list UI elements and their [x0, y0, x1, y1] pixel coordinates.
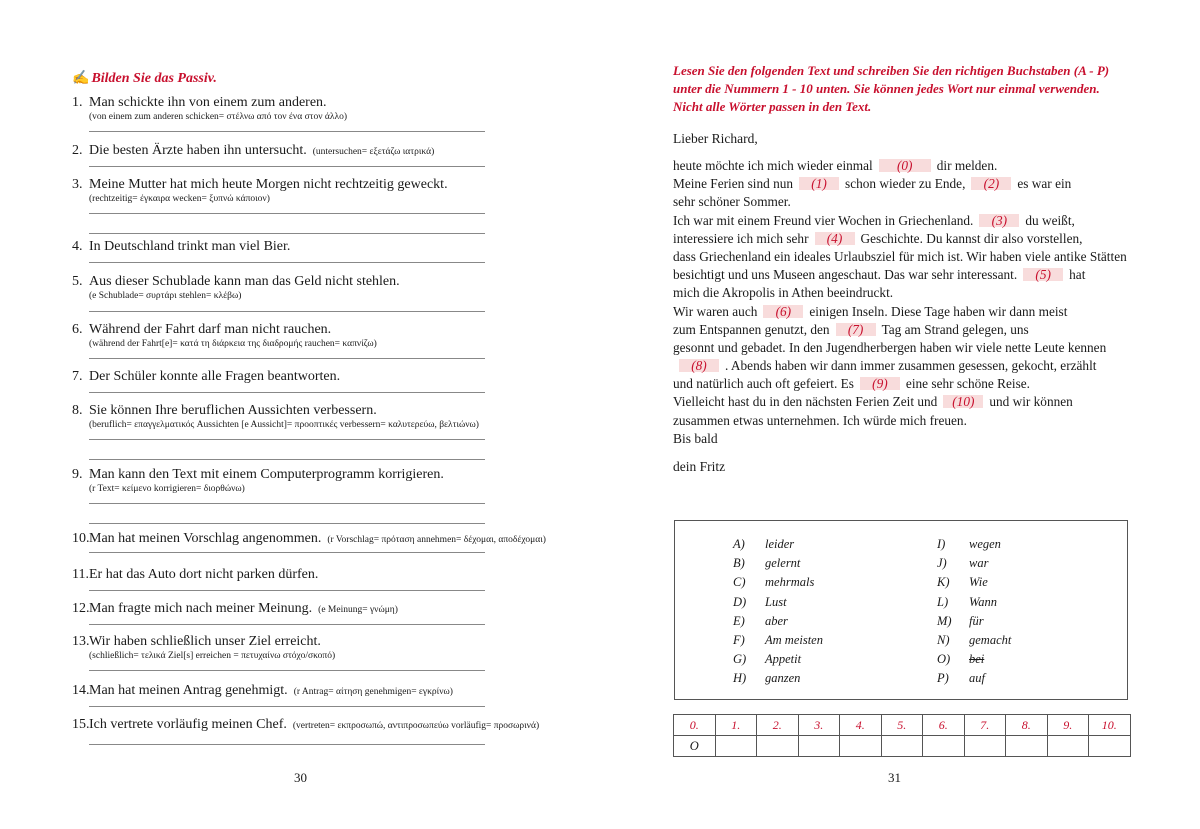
letter-line	[673, 375, 1153, 393]
exercise-number: 9.	[72, 467, 83, 482]
gap-marker: (10)	[943, 395, 983, 408]
word-option-letter: J)	[937, 556, 947, 571]
word-option-word: ganzen	[765, 671, 801, 686]
exercise-sentence	[72, 321, 492, 339]
exercise-item	[72, 566, 492, 584]
exercise-item	[72, 466, 492, 496]
gap-marker: (2)	[971, 177, 1011, 190]
exercise-number: 13.	[72, 634, 90, 649]
word-option-letter: I)	[937, 537, 946, 551]
letter-text: heute möchte ich mich wieder einmal	[673, 158, 873, 173]
word-option-letter: B)	[733, 556, 745, 571]
exercise-text: Der Schüler konnte alle Fragen beantworten.	[89, 369, 341, 384]
answer-grid-header-cell: 2.	[757, 715, 799, 736]
exercise-sentence	[72, 716, 540, 735]
exercise-sentence	[72, 238, 492, 256]
page-number: 31	[888, 770, 901, 785]
letter-text: sehr schöner Sommer.	[673, 194, 791, 210]
answer-line[interactable]	[89, 358, 485, 359]
letter-text: zum Entspannen genutzt, den	[673, 321, 830, 337]
answer-grid-header-cell: 8.	[1006, 715, 1048, 736]
exercise-item	[72, 716, 540, 735]
word-option-word: Wann	[969, 594, 998, 609]
exercise-sentence	[72, 600, 492, 619]
word-option	[733, 671, 823, 690]
answer-line[interactable]	[89, 392, 485, 393]
page-number: 30	[294, 770, 307, 785]
answer-grid-cell[interactable]	[1047, 736, 1089, 757]
letter-text: dass Griechenland ein ideales Urlaubsziel für mich ist. Wir haben viele antike Stätten	[673, 248, 1127, 264]
exercise-item	[72, 176, 492, 206]
exercise-gloss: (rechtzeitig= έγκαιρα wecken= ξυπνώ κάποιον)	[89, 194, 270, 204]
exercise-item	[72, 273, 492, 303]
answer-grid-header-cell: 9.	[1047, 715, 1089, 736]
answer-line[interactable]	[89, 624, 485, 625]
right-page	[600, 0, 1200, 829]
letter-line	[673, 357, 1153, 375]
word-option-letter: D)	[733, 594, 747, 609]
gap-marker: (4)	[815, 232, 855, 245]
word-option	[937, 614, 1011, 633]
letter-line	[673, 393, 1153, 411]
answer-line[interactable]	[89, 213, 485, 214]
word-option	[937, 537, 1011, 556]
exercise-number: 3.	[72, 177, 83, 192]
exercise-sentence	[72, 682, 492, 701]
letter-text: Vielleicht hast du in den nächsten Ferien Zeit und	[673, 394, 938, 410]
instruction-line: Nicht alle Wörter passen in den Text.	[673, 99, 872, 114]
answer-grid-cell: O	[674, 736, 716, 757]
gap-marker: (6)	[763, 305, 803, 318]
exercise-text: Man schickte ihn von einem zum anderen.	[89, 95, 327, 110]
answer-grid-header-cell: 3.	[798, 715, 840, 736]
word-option	[937, 671, 1011, 690]
exercise-sentence	[72, 402, 492, 420]
answer-line[interactable]	[89, 233, 485, 234]
exercise-gloss: (r Antrag= αίτηση genehmigen= εγκρίνω)	[293, 687, 453, 697]
exercise-sentence	[72, 142, 492, 161]
exercise-gloss: (e Meinung= γνώμη)	[318, 605, 398, 615]
exercise-number: 11.	[72, 567, 89, 582]
letter-text: . Abends haben wir dann immer zusammen gesessen, gekocht, erzählt	[725, 358, 1097, 374]
exercise-text: Man kann den Text mit einem Computerprogramm korrigieren.	[89, 467, 444, 482]
word-option-word: wegen	[969, 537, 1001, 551]
word-option-letter: E)	[733, 613, 745, 628]
word-option-word-crossed-out: bei	[969, 652, 985, 667]
instruction-line: Lesen Sie den folgenden Text und schreiben Sie den richtigen Buchstaben (A - P)	[673, 63, 1110, 78]
exercise-item	[72, 321, 492, 351]
exercise-number: 10.	[72, 531, 90, 546]
exercise-number: 2.	[72, 143, 83, 158]
instructions	[673, 62, 1143, 116]
letter-text: und wir können	[989, 394, 1073, 410]
word-option-word: mehrmals	[765, 575, 815, 590]
answer-grid-cell[interactable]	[715, 736, 757, 757]
word-option	[733, 575, 823, 594]
word-option-word: Wie	[969, 575, 988, 590]
exercise-number: 4.	[72, 239, 83, 254]
exercise-number: 7.	[72, 369, 83, 384]
letter-line	[673, 284, 1153, 302]
instruction-line: unter die Nummern 1 - 10 unten. Sie können jedes Wort nur einmal verwenden.	[673, 81, 1100, 96]
letter-line	[673, 212, 1153, 230]
word-option-letter: O)	[937, 652, 951, 667]
word-option	[733, 595, 823, 614]
gap-marker: (0)	[879, 159, 931, 172]
exercise-item	[72, 142, 492, 161]
letter-body	[673, 157, 1153, 430]
word-option-letter: L)	[937, 594, 949, 609]
exercise-number: 1.	[72, 95, 83, 110]
word-options-box	[674, 520, 1128, 700]
exercise-text: Ich vertrete vorläufig meinen Chef.	[89, 717, 287, 732]
letter-closing: Bis bald	[673, 431, 718, 446]
letter-text: gesonnt und gebadet. In den Jugendherbergen haben wir viele nette Leute kennen	[673, 339, 1107, 355]
exercise-number: 15.	[72, 717, 90, 732]
exercise-item	[72, 402, 492, 432]
letter-text: es war ein	[1017, 176, 1072, 192]
answer-grid-cell[interactable]	[840, 736, 882, 757]
gap-marker: (5)	[1023, 268, 1063, 281]
word-option	[937, 652, 1011, 671]
answer-grid-header-cell: 10.	[1089, 715, 1131, 736]
letter-greeting: Lieber Richard,	[673, 131, 758, 146]
letter-line	[673, 248, 1153, 266]
word-option-word: gelernt	[765, 556, 801, 571]
exercise-gloss: (r Vorschlag= πρόταση annehmen= δέχομαι, αποδέχομαι)	[327, 535, 546, 545]
exercise-sentence	[72, 566, 492, 584]
exercise-text: Man fragte mich nach meiner Meinung.	[89, 601, 313, 616]
exercise-number: 5.	[72, 274, 83, 289]
answer-line[interactable]	[89, 262, 485, 263]
word-options-column-right	[937, 537, 1011, 691]
answer-grid-cell[interactable]	[757, 736, 799, 757]
exercise-gloss: (von einem zum anderen schicken= στέλνω από τον ένα στον άλλο)	[89, 112, 348, 122]
exercise-text: Aus dieser Schublade kann man das Geld nicht stehlen.	[89, 274, 400, 289]
word-options-column-left	[733, 537, 823, 691]
writing-hand-icon: ✍	[72, 71, 90, 86]
answer-grid-cell[interactable]	[881, 736, 923, 757]
answer-grid-header-cell: 7.	[964, 715, 1006, 736]
word-option	[733, 633, 823, 652]
answer-line[interactable]	[89, 131, 485, 132]
exercise-text: Man hat meinen Vorschlag angenommen.	[89, 531, 322, 546]
word-option-word: war	[969, 556, 989, 571]
word-option-word: für	[969, 613, 984, 628]
exercise-text: Er hat das Auto dort nicht parken dürfen.	[89, 567, 319, 582]
letter-line	[673, 230, 1153, 248]
letter-line	[673, 266, 1153, 284]
gap-marker: (9)	[860, 377, 900, 390]
word-option-letter: P)	[937, 671, 949, 686]
word-option-word: leider	[765, 537, 795, 551]
word-option	[733, 537, 823, 556]
answer-line[interactable]	[89, 439, 485, 440]
word-option-word: aber	[765, 613, 788, 628]
letter-line	[673, 339, 1153, 357]
letter-line	[673, 303, 1153, 321]
exercise-sentence	[72, 530, 546, 549]
exercise-gloss: (untersuchen= εξετάζω ιατρικά)	[312, 147, 435, 157]
word-option-letter: N)	[937, 632, 950, 647]
answer-grid-answer-row	[674, 736, 1131, 757]
exercise-text: Während der Fahrt darf man nicht rauchen.	[89, 322, 332, 337]
exercise-text: Sie können Ihre beruflichen Aussichten verbessern.	[89, 403, 377, 418]
word-option-letter: G)	[733, 652, 747, 667]
letter-text: Meine Ferien sind nun	[673, 176, 794, 192]
letter-line	[673, 321, 1153, 339]
letter-line	[673, 193, 1153, 211]
word-option-word: Lust	[765, 594, 787, 609]
answer-line[interactable]	[89, 744, 485, 745]
word-option	[733, 652, 823, 671]
exercise-text: Meine Mutter hat mich heute Morgen nicht rechtzeitig geweckt.	[89, 177, 448, 192]
word-option-letter: M)	[937, 613, 952, 628]
letter-text: einigen Inseln. Diese Tage haben wir dann meist	[809, 303, 1068, 319]
exercise-item	[72, 94, 492, 124]
exercise-item	[72, 633, 492, 663]
answer-line[interactable]	[89, 552, 485, 553]
answer-grid-header-cell: 6.	[923, 715, 965, 736]
letter-text: Geschichte. Du kannst dir also vorstellen,	[860, 230, 1083, 246]
letter-text: hat	[1069, 267, 1086, 283]
exercise-gloss: (während der Fahrt[e]= κατά τη διάρκεια της διαδρομής rauchen= καπνίζω)	[89, 339, 377, 349]
exercise-sentence	[72, 466, 492, 484]
word-option-letter: C)	[733, 575, 746, 590]
answer-line[interactable]	[89, 670, 485, 671]
letter-text: Tag am Strand gelegen, uns	[881, 321, 1029, 337]
letter-text: eine sehr schöne Reise.	[905, 376, 1030, 392]
answer-grid-header-cell: 1.	[715, 715, 757, 736]
word-option	[937, 595, 1011, 614]
exercise-text: Wir haben schließlich unser Ziel erreicht.	[89, 634, 321, 649]
letter-text: mich die Akropolis in Athen beeindruckt.	[673, 285, 894, 301]
letter-text: Ich war mit einem Freund vier Wochen in Griechenland.	[673, 212, 974, 228]
answer-line[interactable]	[89, 459, 485, 460]
answer-grid-cell[interactable]	[923, 736, 965, 757]
word-option-word: auf	[969, 671, 985, 686]
exercise-item	[72, 682, 492, 701]
exercise-gloss: (vertreten= εκπροσωπώ, αντιπροσωπεύω vorläufig= προσωρινά)	[292, 721, 540, 731]
exercise-gloss: (e Schublade= συρτάρι stehlen= κλέβω)	[89, 291, 242, 301]
exercise-heading: ✍ Bilden Sie das Passiv.	[72, 71, 217, 86]
answer-line[interactable]	[89, 523, 485, 524]
exercise-item	[72, 530, 546, 549]
word-option	[733, 556, 823, 575]
letter-text: interessiere ich mich sehr	[673, 230, 809, 246]
exercise-sentence	[72, 273, 492, 291]
word-option-letter: F)	[733, 632, 745, 647]
letter-text: Wir waren auch	[673, 303, 758, 319]
exercise-number: 8.	[72, 403, 83, 418]
answer-grid-cell[interactable]	[1089, 736, 1131, 757]
word-option	[733, 614, 823, 633]
exercise-number: 14.	[72, 683, 90, 698]
exercise-sentence	[72, 368, 492, 386]
word-option-word: gemacht	[969, 632, 1012, 647]
exercise-item	[72, 238, 492, 256]
word-option-letter: K)	[937, 575, 950, 590]
exercise-sentence	[72, 94, 492, 112]
letter-text: und natürlich auch oft gefeiert. Es	[673, 376, 854, 392]
exercise-text: Man hat meinen Antrag genehmigt.	[89, 683, 288, 698]
exercise-sentence	[72, 633, 492, 651]
gap-marker: (7)	[836, 323, 876, 336]
letter-line	[673, 175, 1153, 193]
letter-text: dir melden.	[936, 158, 998, 173]
answer-grid-header-cell: 4.	[840, 715, 882, 736]
gap-marker: (3)	[979, 214, 1019, 227]
word-option	[937, 556, 1011, 575]
answer-grid	[673, 714, 1131, 757]
exercise-text: Die besten Ärzte haben ihn untersucht.	[89, 143, 307, 158]
word-option	[937, 575, 1011, 594]
answer-line[interactable]	[89, 311, 485, 312]
word-option	[937, 633, 1011, 652]
word-option-word: Am meisten	[765, 632, 823, 647]
answer-grid-header-row	[674, 715, 1131, 736]
answer-grid-cell[interactable]	[1006, 736, 1048, 757]
word-option-letter: H)	[733, 671, 747, 686]
answer-line[interactable]	[89, 706, 485, 707]
exercise-number: 6.	[72, 322, 83, 337]
exercise-gloss: (beruflich= επαγγελματικός Aussichten [e Aussicht]= προοπτικές verbessern= καλυτερεύω, βελτιώνω)	[89, 420, 479, 430]
letter-text: schon wieder zu Ende,	[845, 176, 966, 192]
letter-line	[673, 412, 1153, 430]
letter-text: besichtigt und uns Museen angeschaut. Das war sehr interessant.	[673, 267, 1018, 283]
word-option-word: Appetit	[765, 652, 802, 667]
letter-signature: dein Fritz	[673, 459, 726, 474]
gap-marker: (1)	[799, 177, 839, 190]
answer-line[interactable]	[89, 503, 485, 504]
answer-grid-cell[interactable]	[964, 736, 1006, 757]
letter-text: du weißt,	[1025, 212, 1075, 228]
answer-grid-header-cell: 5.	[881, 715, 923, 736]
exercise-sentence	[72, 176, 492, 194]
answer-grid-header-cell: 0.	[674, 715, 716, 736]
exercise-gloss: (r Text= κείμενο korrigieren= διορθώνω)	[89, 484, 245, 494]
answer-line[interactable]	[89, 166, 485, 167]
letter-line	[673, 157, 1153, 175]
exercise-gloss: (schließlich= τελικά Ziel[s] erreichen = πετυχαίνω στόχο/σκοπό)	[89, 651, 336, 661]
answer-line[interactable]	[89, 590, 485, 591]
exercise-text: In Deutschland trinkt man viel Bier.	[89, 239, 291, 254]
word-option-letter: A)	[733, 537, 745, 551]
exercise-item	[72, 600, 492, 619]
gap-marker: (8)	[679, 359, 719, 372]
answer-grid-cell[interactable]	[798, 736, 840, 757]
exercise-number: 12.	[72, 601, 90, 616]
exercise-item	[72, 368, 492, 386]
letter-text: zusammen etwas unternehmen. Ich würde mich freuen.	[673, 412, 967, 428]
